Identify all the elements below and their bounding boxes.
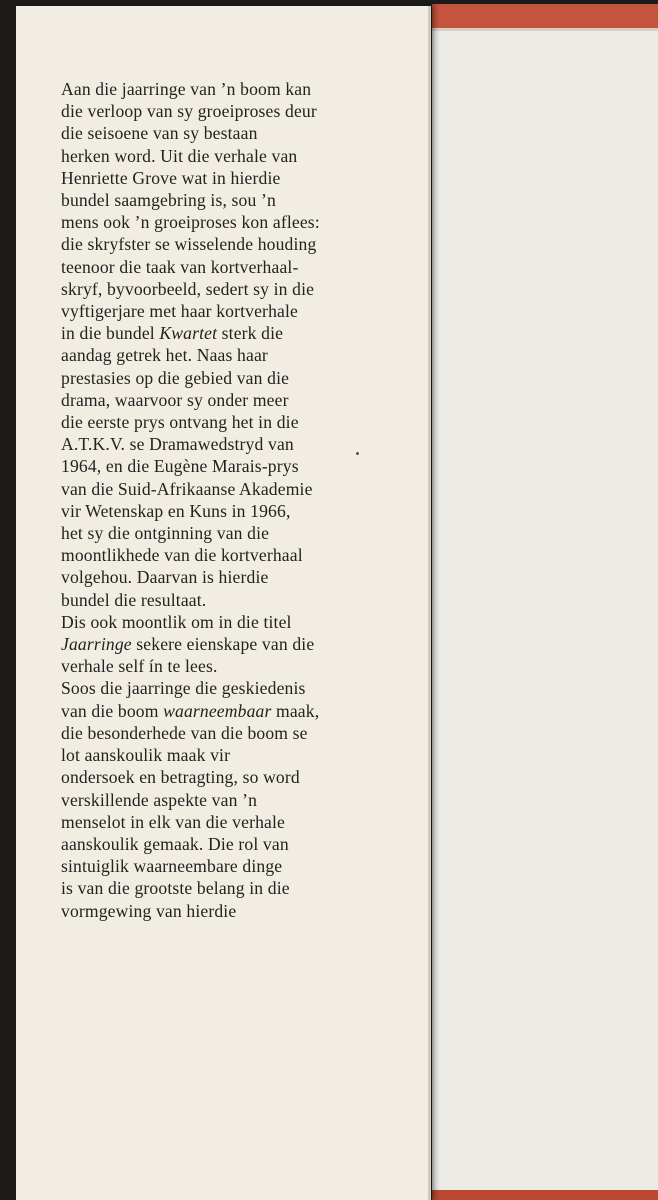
- blurb-line-text: menselot in elk van die verhale: [61, 811, 286, 832]
- blurb-line: [61, 633, 401, 655]
- blurb-line-text: Aan die jaarringe van ’n boom kan: [61, 79, 312, 99]
- blurb-line: [61, 455, 401, 477]
- blurb-line-text: prestasies op die gebied van die: [61, 367, 290, 388]
- blurb-line: [61, 833, 401, 855]
- blurb-line-text: die verloop van sy groeiproses deur: [61, 101, 317, 122]
- blurb-italic-title: Jaarringe: [61, 634, 132, 655]
- blurb-line-text: A.T.K.V. se Dramawedstryd van: [61, 434, 294, 455]
- blurb-line: [61, 522, 401, 544]
- blurb-line: [61, 256, 401, 278]
- blurb-line: [61, 322, 401, 344]
- flap-blurb-text: [61, 78, 401, 922]
- blurb-line: [61, 566, 401, 588]
- blurb-line-text: verskillende aspekte van ’n: [61, 789, 258, 810]
- blurb-line-text: verhale self ín te lees.: [61, 656, 218, 677]
- blurb-line-text: die besonderhede van die boom se: [61, 722, 308, 743]
- blurb-line-text: sekere eienskape van die: [131, 634, 315, 655]
- blurb-line: [61, 478, 401, 500]
- blurb-line: [61, 367, 401, 389]
- blurb-line-text: lot aanskoulik maak vir: [61, 745, 231, 766]
- blurb-line-text: die eerste prys ontvang het in die: [61, 412, 299, 433]
- blurb-line: [61, 655, 401, 677]
- blurb-line: [61, 389, 401, 411]
- blurb-line-text: Soos die jaarringe die geskiedenis: [61, 678, 306, 699]
- blurb-line-text: die skryfster se wisselende houding: [61, 234, 317, 255]
- blurb-line-text: bundel die resultaat.: [61, 589, 207, 610]
- blurb-line: [61, 677, 401, 699]
- blurb-line: [61, 145, 401, 167]
- blurb-line: [61, 789, 401, 811]
- blurb-line: [61, 189, 401, 211]
- blurb-line: [61, 122, 401, 144]
- blurb-italic-title: waarneembaar: [163, 700, 272, 721]
- blurb-line-text: van die Suid-Afrikaanse Akademie: [61, 478, 313, 499]
- blurb-line-text: skryf, byvoorbeeld, sedert sy in die: [61, 278, 315, 299]
- blurb-line-text: ondersoek en betragting, so word: [61, 767, 300, 788]
- blurb-line: [61, 500, 401, 522]
- blurb-line: [61, 78, 401, 100]
- blurb-line: [61, 811, 401, 833]
- blurb-line: [61, 700, 401, 722]
- blurb-line: [61, 766, 401, 788]
- blurb-line-text: sterk die: [217, 323, 284, 344]
- blurb-line-text: herken word. Uit die verhale van: [61, 145, 298, 166]
- flap-fold-edge: [428, 6, 430, 1200]
- blurb-line: [61, 411, 401, 433]
- blurb-line-text: teenoor die taak van kortverhaal-: [61, 256, 299, 277]
- blurb-line: [61, 855, 401, 877]
- blurb-line: [61, 433, 401, 455]
- blurb-line-text: vyftigerjare met haar kortverhale: [61, 301, 298, 322]
- blurb-line-text: maak,: [271, 700, 320, 721]
- cover-red-band-top: [432, 4, 658, 31]
- blurb-italic-title: Kwartet: [159, 323, 218, 344]
- cover-red-band-bottom: [432, 1190, 658, 1200]
- blurb-line-text: in die bundel: [61, 323, 160, 344]
- blurb-line-text: vormgewing van hierdie: [61, 900, 237, 921]
- blurb-line-text: van die boom: [61, 700, 164, 721]
- blurb-line-text: volgehou. Daarvan is hierdie: [61, 567, 269, 588]
- blurb-line: [61, 344, 401, 366]
- blurb-line-text: vir Wetenskap en Kuns in 1966,: [61, 500, 291, 521]
- blurb-line: [61, 211, 401, 233]
- blurb-line: [61, 589, 401, 611]
- cover-panel: [432, 4, 658, 1200]
- blurb-line-text: aanskoulik gemaak. Die rol van: [61, 833, 289, 854]
- blurb-line-text: aandag getrek het. Naas haar: [61, 345, 268, 366]
- blurb-line: [61, 100, 401, 122]
- blurb-line: [61, 744, 401, 766]
- blurb-line-text: het sy die ontginning van die: [61, 523, 270, 544]
- blurb-line-text: is van die grootste belang in die: [61, 878, 290, 899]
- blurb-line: [61, 611, 401, 633]
- blurb-line: [61, 877, 401, 899]
- blurb-line-text: Dis ook moontlik om in die titel: [61, 611, 292, 632]
- blurb-line-text: mens ook ’n groeiproses kon aflees:: [61, 212, 320, 233]
- blurb-line-text: Henriette Grove wat in hierdie: [61, 167, 281, 188]
- blurb-line: [61, 233, 401, 255]
- blurb-line: [61, 544, 401, 566]
- blurb-line-text: bundel saamgebring is, sou ’n: [61, 190, 276, 211]
- blurb-line: [61, 167, 401, 189]
- blurb-line-text: die seisoene van sy bestaan: [61, 123, 258, 144]
- blurb-line-text: moontlikhede van die kortverhaal: [61, 545, 303, 566]
- blurb-line: [61, 300, 401, 322]
- blurb-line: [61, 722, 401, 744]
- blurb-line: [61, 278, 401, 300]
- blurb-line: [61, 900, 401, 922]
- blurb-line-text: drama, waarvoor sy onder meer: [61, 389, 289, 410]
- blurb-line-text: sintuiglik waarneembare dinge: [61, 856, 283, 877]
- paper-speck: [356, 452, 359, 455]
- blurb-line-text: 1964, en die Eugène Marais-prys: [61, 456, 299, 477]
- flap-shadow: [432, 4, 440, 1200]
